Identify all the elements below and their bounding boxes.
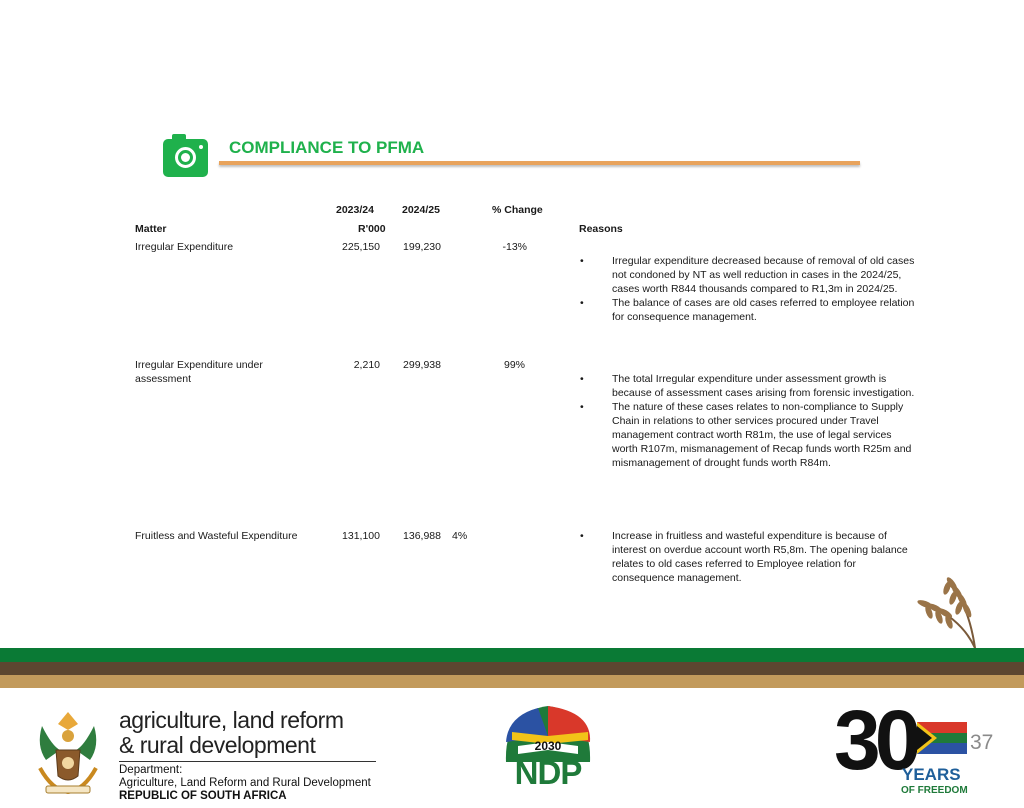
row-value-2023: 131,100 xyxy=(342,530,380,542)
reason-item: • The nature of these cases relates to non-compliance to Supply Chain in relations to other services procured under Travel management contract worth R81m, the use of legal services worth R107m, mismanagement of Recap funds worth R25m and mismanagement of drought funds worth R84m. xyxy=(580,400,917,470)
row-value-2023: 2,210 xyxy=(353,359,380,371)
anniversary-number: 30 xyxy=(834,693,916,787)
row-change: -13% xyxy=(502,241,527,253)
brand-line-1: agriculture, land reform xyxy=(119,707,344,733)
footer-band-green xyxy=(0,648,1024,662)
anniversary-freedom: OF FREEDOM xyxy=(901,785,968,796)
column-header-2024: 2024/25 xyxy=(402,204,440,216)
slide-title: COMPLIANCE TO PFMA xyxy=(229,138,425,157)
reason-item: • Irregular expenditure decreased because of removal of old cases not condoned by NT as well reduction in cases in the 2024/25, cases worth R844 thousands compared to R1,3m in 2024/25. xyxy=(580,254,917,296)
coat-of-arms-icon xyxy=(32,706,104,798)
reason-item: • The balance of cases are old cases referred to employee relation for consequence management. xyxy=(580,296,917,324)
row-value-2023: 225,150 xyxy=(342,241,380,253)
flag-icon xyxy=(917,722,967,754)
column-header-reasons: Reasons xyxy=(579,223,623,235)
row-change: 4% xyxy=(452,530,468,542)
thirty-years-logo xyxy=(832,693,972,800)
page-number: 37 xyxy=(970,731,994,754)
title-underline xyxy=(219,161,860,165)
column-header-units: R'000 xyxy=(358,223,386,235)
reason-item: • The total Irregular expenditure under assessment growth is because of assessment cases arising from forensic investigation. xyxy=(580,372,917,400)
ndp-logo xyxy=(498,702,598,794)
footer-band-brown xyxy=(0,662,1024,675)
camera-icon xyxy=(163,139,208,177)
row-change: 99% xyxy=(503,359,525,371)
country-name: REPUBLIC OF SOUTH AFRICA xyxy=(119,790,287,802)
brand-divider xyxy=(119,761,376,762)
row-value-2024: 136,988 xyxy=(403,530,441,542)
row-matter-continued: assessment xyxy=(135,373,192,385)
ndp-year: 2030 xyxy=(534,739,562,753)
wheat-icon xyxy=(905,560,990,650)
row-matter: Irregular Expenditure under xyxy=(135,359,263,371)
column-header-change: % Change xyxy=(492,204,543,216)
brand-line-2: & rural development xyxy=(119,732,316,758)
ndp-label: NDP xyxy=(514,754,582,791)
row-value-2024: 199,230 xyxy=(403,241,441,253)
row-reasons-list xyxy=(580,529,917,585)
row-matter: Irregular Expenditure xyxy=(135,241,234,253)
reason-item: • Increase in fruitless and wasteful expenditure is because of interest on overdue account worth R5,8m. The opening balance relates to old cases referred to Employee relation for consequence management. xyxy=(580,529,917,585)
row-matter: Fruitless and Wasteful Expenditure xyxy=(135,530,298,542)
column-header-2023: 2023/24 xyxy=(336,204,374,216)
row-reasons-list xyxy=(580,254,917,324)
footer-band-tan xyxy=(0,675,1024,688)
column-header-matter: Matter xyxy=(135,223,167,235)
row-value-2024: 299,938 xyxy=(403,359,441,371)
row-reasons-list xyxy=(580,372,917,470)
anniversary-years: YEARS xyxy=(902,765,961,784)
department-label: Department: xyxy=(119,764,183,776)
department-name: Agriculture, Land Reform and Rural Development xyxy=(119,777,371,789)
